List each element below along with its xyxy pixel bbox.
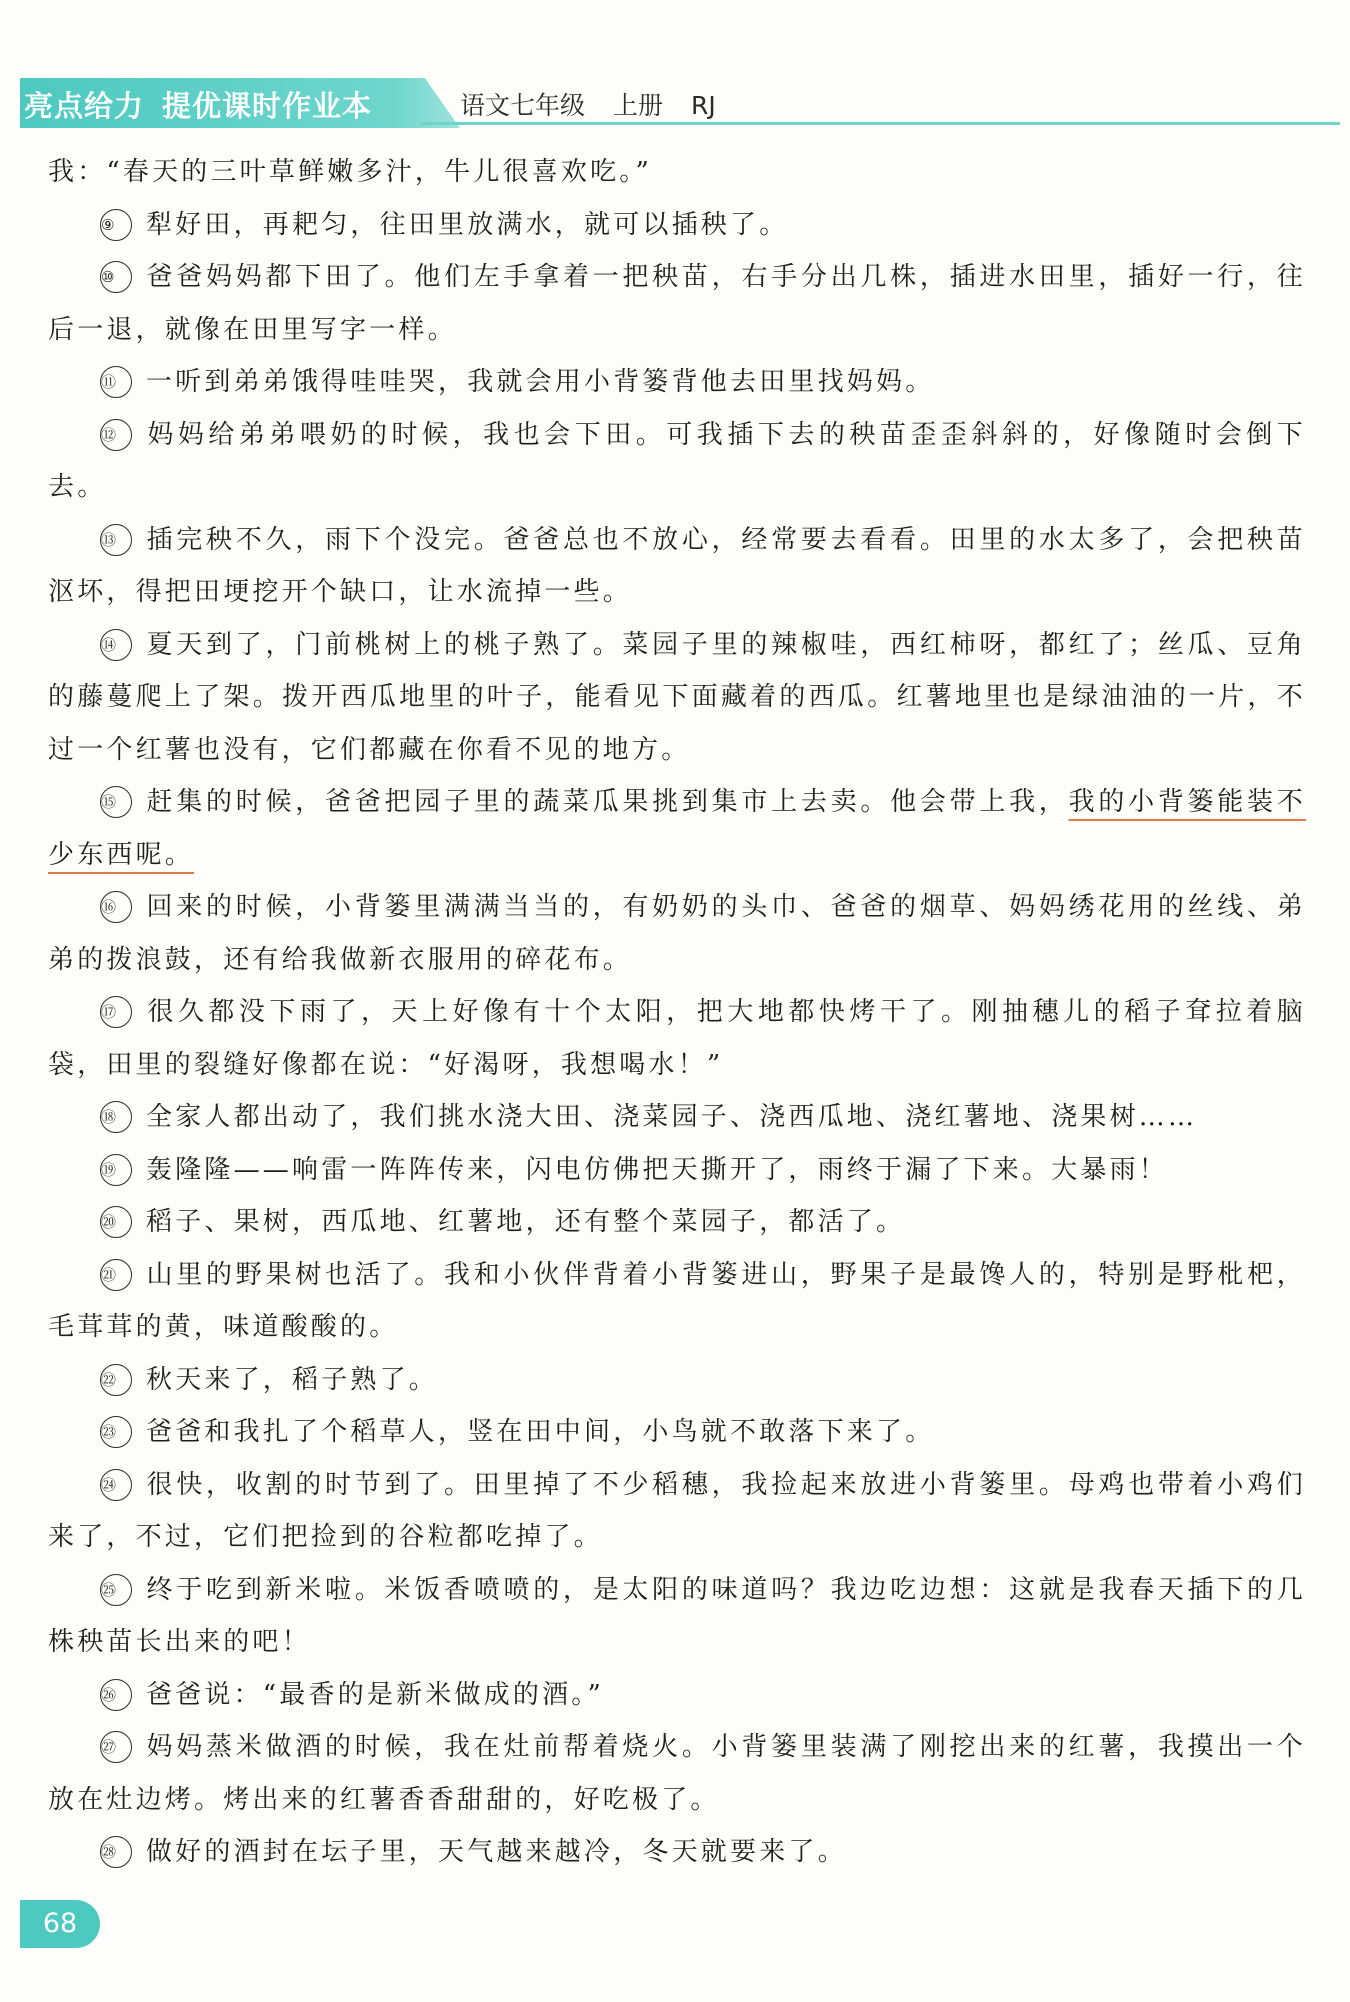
paragraph-text: 很久都没下雨了，天上好像有十个太阳，把大地都快烤干了。刚抽穗儿的稻子耷拉着脑袋，田里的裂缝好像都在说：“好渴呀，我想喝水！” bbox=[48, 997, 1306, 1080]
paragraph-text: 爸爸说：“最香的是新米做成的酒。” bbox=[146, 1679, 604, 1710]
paragraph-text: 妈妈给弟弟喂奶的时候，我也会下田。可我插下去的秧苗歪歪斜斜的，好像随时会倒下去。 bbox=[48, 419, 1306, 502]
paragraph bbox=[48, 1249, 1306, 1354]
paragraph-number: ⑱ bbox=[100, 1101, 132, 1133]
paragraph bbox=[48, 986, 1306, 1091]
article-body bbox=[48, 146, 1306, 1879]
paragraph-number: ⑨ bbox=[100, 209, 132, 241]
paragraph bbox=[48, 1406, 1306, 1459]
paragraph-number: ⑳ bbox=[100, 1206, 132, 1238]
paragraph-number: ㉒ bbox=[100, 1364, 132, 1396]
edition-label: RJ bbox=[691, 91, 716, 120]
series-name: 提优课时作业本 bbox=[162, 89, 373, 123]
paragraph bbox=[48, 881, 1306, 986]
paragraph-text: 犁好田，再耙匀，往田里放满水，就可以插秧了。 bbox=[146, 209, 789, 240]
paragraph-text: 赶集的时候，爸爸把园子里的蔬菜瓜果挑到集市上去卖。他会带上我， bbox=[146, 787, 1069, 817]
page-header bbox=[20, 78, 1340, 128]
paragraph bbox=[48, 1564, 1306, 1669]
paragraph-number: ㉑ bbox=[100, 1259, 132, 1291]
volume-label: 上册 bbox=[613, 91, 664, 120]
paragraph-number: ㉓ bbox=[100, 1416, 132, 1448]
paragraph-text: 回来的时候，小背篓里满满当当的，有奶奶的头巾、爸爸的烟草、妈妈绣花用的丝线、弟弟的拨浪鼓，还有给我做新衣服用的碎花布。 bbox=[48, 892, 1306, 975]
paragraph bbox=[48, 409, 1306, 514]
page-number: 68 bbox=[20, 1900, 100, 1948]
paragraph-text: 轰隆隆——响雷一阵阵传来，闪电仿佛把天撕开了，雨终于漏了下来。大暴雨！ bbox=[146, 1154, 1169, 1185]
paragraph-number: ㉔ bbox=[100, 1469, 132, 1501]
brand-title bbox=[24, 84, 372, 125]
paragraph-text: 一听到弟弟饿得哇哇哭，我就会用小背篓背他去田里找妈妈。 bbox=[146, 367, 935, 397]
paragraph-number: ⑮ bbox=[100, 786, 132, 818]
paragraph bbox=[48, 146, 1306, 199]
paragraph-text: 很快，收割的时节到了。田里掉了不少稻穗，我捡起来放进小背篓里。母鸡也带着小鸡们来了，不过，它们把捡到的谷粒都吃掉了。 bbox=[48, 1469, 1306, 1552]
paragraph-text: 我：“春天的三叶草鲜嫩多汁，牛儿很喜欢吃。” bbox=[48, 157, 652, 187]
paragraph bbox=[48, 1354, 1306, 1407]
underlined-sentence: 我的小背篓能装不少东西呢。 bbox=[48, 787, 1306, 870]
paragraph-number: ㉖ bbox=[100, 1679, 132, 1711]
paragraph-text: 爸爸和我扎了个稻草人，竖在田中间，小鸟就不敢落下来了。 bbox=[146, 1417, 935, 1447]
header-divider bbox=[420, 122, 1340, 125]
paragraph-number: ⑯ bbox=[100, 891, 132, 923]
paragraph bbox=[48, 1721, 1306, 1826]
paragraph bbox=[48, 1144, 1306, 1197]
paragraph bbox=[48, 1826, 1306, 1879]
paragraph-number: ㉗ bbox=[100, 1731, 132, 1763]
paragraph-text: 山里的野果树也活了。我和小伙伴背着小背篓进山，野果子是最馋人的，特别是野枇杷，毛茸茸的黄，味道酸酸的。 bbox=[48, 1259, 1306, 1342]
paragraph-number: ⑲ bbox=[100, 1154, 132, 1186]
paragraph bbox=[48, 1091, 1306, 1144]
paragraph-number: ⑪ bbox=[100, 366, 132, 398]
paragraph-text: 稻子、果树，西瓜地、红薯地，还有整个菜园子，都活了。 bbox=[146, 1207, 906, 1237]
paragraph-text: 夏天到了，门前桃树上的桃子熟了。菜园子里的辣椒哇，西红柿呀，都红了；丝瓜、豆角的藤蔓爬上了架。拨开西瓜地里的叶子，能看见下面藏着的西瓜。红薯地里也是绿油油的一片，不过一个红薯也没有，它们都藏在你看不见的地方。 bbox=[48, 629, 1306, 765]
paragraph-text: 爸爸妈妈都下田了。他们左手拿着一把秧苗，右手分出几株，插进水田里，插好一行，往后一退，就像在田里写字一样。 bbox=[48, 262, 1306, 345]
subject-info bbox=[460, 86, 744, 122]
paragraph bbox=[48, 251, 1306, 356]
paragraph-text: 终于吃到新米啦。米饭香喷喷的，是太阳的味道吗？我边吃边想：这就是我春天插下的几株秧苗长出来的吧！ bbox=[48, 1574, 1306, 1657]
paragraph-number: ㉕ bbox=[100, 1574, 132, 1606]
paragraph bbox=[48, 1459, 1306, 1564]
paragraph-text: 妈妈蒸米做酒的时候，我在灶前帮着烧火。小背篓里装满了刚挖出来的红薯，我摸出一个放在灶边烤。烤出来的红薯香香甜甜的，好吃极了。 bbox=[48, 1732, 1306, 1815]
paragraph bbox=[48, 356, 1306, 409]
paragraph-number: ⑫ bbox=[100, 419, 132, 451]
paragraph-number: ⑰ bbox=[100, 996, 132, 1028]
paragraph-text: 做好的酒封在坛子里，天气越来越冷，冬天就要来了。 bbox=[146, 1837, 847, 1867]
paragraph bbox=[48, 199, 1306, 252]
paragraph bbox=[48, 619, 1306, 777]
paragraph-number: ㉘ bbox=[100, 1836, 132, 1868]
paragraph bbox=[48, 514, 1306, 619]
paragraph-text: 秋天来了，稻子熟了。 bbox=[146, 1364, 439, 1395]
paragraph-text: 全家人都出动了，我们挑水浇大田、浇菜园子、浇西瓜地、浇红薯地、浇果树…… bbox=[146, 1102, 1198, 1132]
paragraph bbox=[48, 1669, 1306, 1722]
subject-grade: 语文七年级 bbox=[460, 91, 586, 120]
paragraph bbox=[48, 1196, 1306, 1249]
paragraph-number: ⑩ bbox=[100, 261, 132, 293]
paragraph-number: ⑬ bbox=[100, 524, 132, 556]
paragraph-text: 插完秧不久，雨下个没完。爸爸总也不放心，经常要去看看。田里的水太多了，会把秧苗沤坏，得把田埂挖开个缺口，让水流掉一些。 bbox=[48, 524, 1306, 607]
brand-name: 亮点给力 bbox=[24, 89, 145, 123]
paragraph bbox=[48, 776, 1306, 881]
paragraph-number: ⑭ bbox=[100, 629, 132, 661]
